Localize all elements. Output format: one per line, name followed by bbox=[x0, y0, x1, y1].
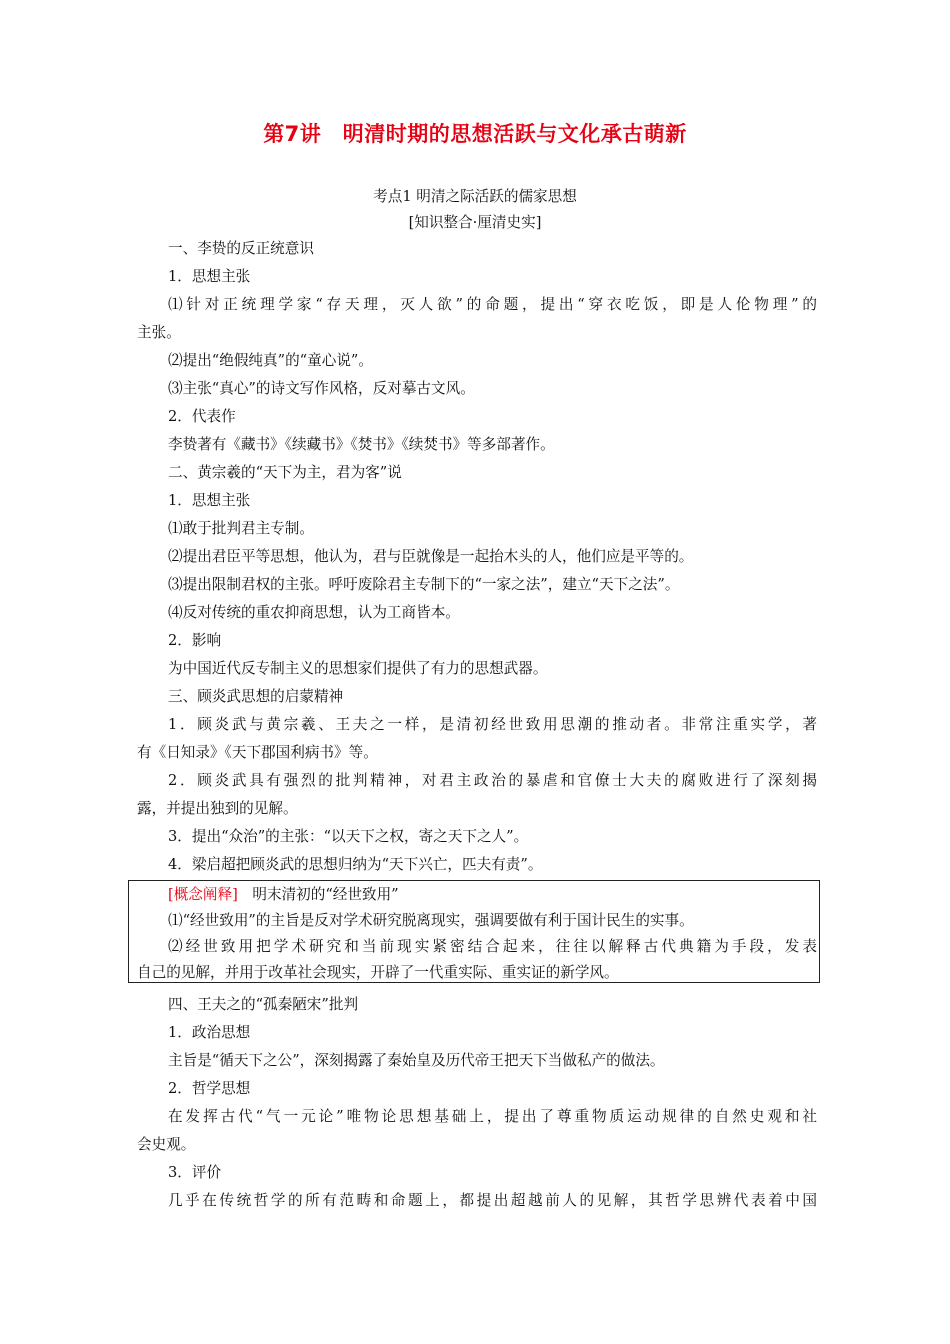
subheading-politics: 1．政治思想 bbox=[168, 1024, 251, 1041]
paragraph-line: 露，并提出独到的见解。 bbox=[137, 800, 298, 817]
concept-line: 自己的见解，并用于改革社会现实，开辟了一代重实际、重实证的新学风。 bbox=[137, 964, 619, 981]
heading-gu-yanwu: 三、顾炎武思想的启蒙精神 bbox=[168, 688, 344, 705]
paragraph-line: ⑴针对正统理学家“存天理，灭人欲”的命题，提出“穿衣吃饭，即是人伦物理”的 bbox=[168, 296, 817, 313]
page-title: 第7讲 明清时期的思想活跃与文化承古萌新 bbox=[263, 122, 687, 146]
paragraph-line: ⑷反对传统的重农抑商思想，认为工商皆本。 bbox=[168, 604, 460, 621]
concept-line: ⑴“经世致用”的主旨是反对学术研究脱离现实，强调要做有利于国计民生的实事。 bbox=[168, 912, 694, 929]
concept-heading: 明末清初的“经世致用” bbox=[252, 886, 399, 903]
paragraph-line: 为中国近代反专制主义的思想家们提供了有力的思想武器。 bbox=[168, 660, 548, 677]
paragraph-line: 1．顾炎武与黄宗羲、王夫之一样，是清初经世致用思潮的推动者。非常注重实学，著 bbox=[168, 716, 817, 733]
subheading-influence: 2．影响 bbox=[168, 632, 222, 649]
concept-tag: [概念阐释] bbox=[168, 886, 238, 903]
paragraph-line: ⑶主张“真心”的诗文写作风格，反对摹古文风。 bbox=[168, 380, 475, 397]
subheading-ideas: 1．思想主张 bbox=[168, 492, 251, 509]
subheading-works: 2．代表作 bbox=[168, 408, 236, 425]
paragraph-line: 主旨是“循天下之公”，深刻揭露了秦始皇及历代帝王把天下当做私产的做法。 bbox=[168, 1052, 665, 1069]
paragraph-line: 4．梁启超把顾炎武的思想归纳为“天下兴亡，匹夫有责”。 bbox=[168, 856, 543, 873]
heading-li-zhi: 一、李贽的反正统意识 bbox=[168, 240, 314, 257]
subheading-philosophy: 2．哲学思想 bbox=[168, 1080, 251, 1097]
concept-box-title bbox=[168, 884, 817, 906]
section-subheading: [知识整合·厘清史实] bbox=[408, 214, 542, 231]
paragraph-line: ⑵提出君臣平等思想，他认为，君与臣就像是一起抬木头的人，他们应是平等的。 bbox=[168, 548, 694, 565]
paragraph-line: ⑶提出限制君权的主张。呼吁废除君主专制下的“一家之法”，建立“天下之法”。 bbox=[168, 576, 680, 593]
paragraph-line: 几乎在传统哲学的所有范畴和命题上，都提出超越前人的见解，其哲学思辨代表着中国 bbox=[168, 1192, 817, 1209]
paragraph-line: 在发挥古代“气一元论”唯物论思想基础上，提出了尊重物质运动规律的自然史观和社 bbox=[168, 1108, 817, 1125]
paragraph-line: ⑴敢于批判君主专制。 bbox=[168, 520, 314, 537]
paragraph-line: 李贽著有《藏书》《续藏书》《焚书》《续焚书》等多部著作。 bbox=[168, 436, 555, 453]
paragraph-line: ⑵提出“绝假纯真”的“童心说”。 bbox=[168, 352, 373, 369]
paragraph-line: 主张。 bbox=[137, 324, 181, 341]
subheading-evaluation: 3．评价 bbox=[168, 1164, 222, 1181]
heading-huang-zongxi: 二、黄宗羲的“天下为主，君为客”说 bbox=[168, 464, 402, 481]
paragraph-line: 会史观。 bbox=[137, 1136, 196, 1153]
subheading-ideas: 1．思想主张 bbox=[168, 268, 251, 285]
concept-line: ⑵经世致用把学术研究和当前现实紧密结合起来，往往以解释古代典籍为手段，发表 bbox=[168, 938, 817, 955]
paragraph-line: 有《日知录》《天下郡国利病书》等。 bbox=[137, 744, 378, 761]
paragraph-line: 3．提出“众治”的主张：“以天下之权，寄之天下之人”。 bbox=[168, 828, 529, 845]
section-heading: 考点1 明清之际活跃的儒家思想 bbox=[373, 188, 577, 205]
heading-wang-fuzhi: 四、王夫之的“孤秦陋宋”批判 bbox=[168, 996, 359, 1013]
paragraph-line: 2．顾炎武具有强烈的批判精神，对君主政治的暴虐和官僚士大夫的腐败进行了深刻揭 bbox=[168, 772, 817, 789]
